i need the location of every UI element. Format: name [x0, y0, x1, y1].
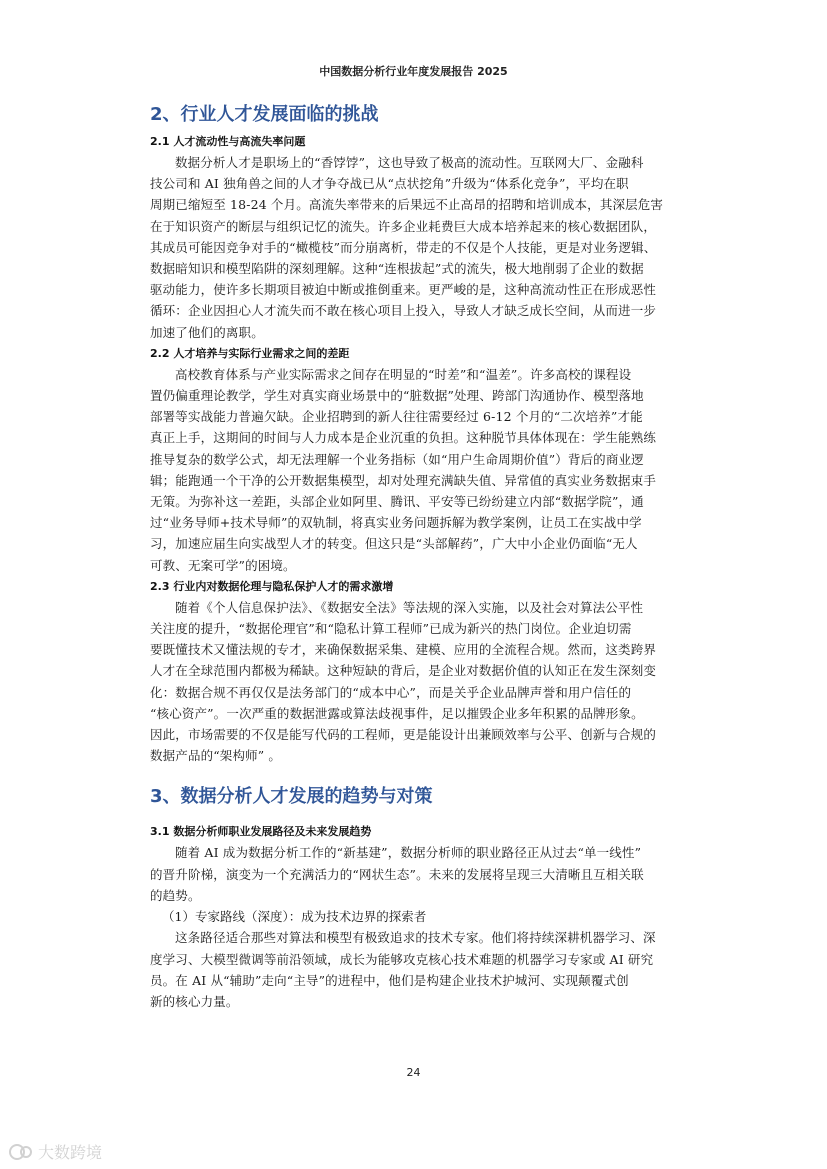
text-line: 无策。为弥补这一差距，头部企业如阿里、腾讯、平安等已纷纷建立内部“数据学院”，通 — [150, 494, 644, 510]
section-2-heading: 2、行业人才发展面临的挑战 — [150, 104, 379, 125]
text-line: 高校教育体系与产业实际需求之间存在明显的“时差”和“温差”。许多高校的课程设 — [175, 366, 632, 382]
expert-route-paragraph — [150, 927, 706, 1012]
subsection-2-3-heading: 2.3 行业内对数据伦理与隐私保护人才的需求激增 — [150, 579, 394, 593]
text-line: 其成员可能因竞争对手的“橄榄枝”而分崩离析，带走的不仅是个人技能，更是对业务逻辑、 — [150, 239, 657, 255]
text-line: 周期已缩短至 18-24 个月。高流失率带来的后果远不止高昂的招聘和培训成本，其深层危害 — [150, 197, 664, 213]
subsection-2-3-paragraph — [150, 597, 706, 767]
text-line: 数据产品的“架构师” 。 — [150, 748, 282, 764]
text-line: 驱动能力，使许多长期项目被迫中断或推倒重来。更严峻的是，这种高流动性正在形成恶性 — [150, 282, 657, 298]
text-line: 推导复杂的数学公式，却无法理解一个业务指标（如“用户生命周期价值”）背后的商业逻 — [150, 451, 644, 467]
subsection-2-1-heading: 2.1 人才流动性与高流失率问题 — [150, 135, 306, 148]
text-line: 员。在 AI 从“辅助”走向“主导”的进程中，他们是构建企业技术护城河、实现颠覆式创 — [150, 972, 629, 988]
text-line: 习，加速应届生向实战型人才的转变。但这只是“头部解药”，广大中小企业仍面临“无人 — [150, 536, 638, 552]
text-line: 新的核心力量。 — [150, 993, 239, 1009]
text-line: 化：数据合规不再仅仅是法务部门的“成本中心”，而是关乎企业品牌声誉和用户信任的 — [150, 684, 632, 700]
text-line: 的趋势。 — [150, 887, 201, 903]
report-body — [150, 98, 706, 1012]
text-line: 人才在全球范围内都极为稀缺。这种短缺的背后，是企业对数据价值的认知正在发生深刻变 — [150, 663, 657, 679]
text-line: 关注度的提升，“数据伦理官”和“隐私计算工程师”已成为新兴的热门岗位。企业迫切需 — [150, 621, 632, 637]
text-line: “核心资产”。一次严重的数据泄露或算法歧视事件，足以摧毁企业多年积累的品牌形象。 — [150, 705, 644, 721]
text-line: 循环：企业因担心人才流失而不敢在核心项目上投入，导致人才缺乏成长空间，从而进一步 — [150, 303, 657, 319]
text-line: 置仍偏重理论教学，学生对真实商业场景中的“脏数据”处理、跨部门沟通协作、模型落地 — [150, 388, 644, 404]
subsection-3-1-heading: 3.1 数据分析师职业发展路径及未来发展趋势 — [150, 825, 372, 839]
text-line: 数据暗知识和模型陷阱的深刻理解。这种“连根拔起”式的流失，极大地削弱了企业的数据 — [150, 261, 644, 277]
page-number: 24 — [406, 1066, 421, 1079]
text-line: 随着 AI 成为数据分析工作的“新基建”，数据分析师的职业路径正从过去“单一线性” — [175, 845, 642, 861]
text-line: 度学习、大模型微调等前沿领域，成长为能够攻克核心技术难题的机器学习专家或 AI 研究 — [150, 951, 654, 967]
subsection-2-1-paragraph — [150, 152, 706, 343]
watermark — [8, 1140, 102, 1163]
subsection-3-1-paragraph — [150, 842, 706, 906]
text-line: 过“业务导师+技术导师”的双轨制，将真实业务问题拆解为教学案例，让员工在实战中学 — [150, 515, 642, 531]
text-line: 的晋升阶梯，演变为一个充满活力的“网状生态”。未来的发展将呈现三大清晰且互相关联 — [150, 866, 644, 882]
text-line: 辑；能跑通一个干净的公开数据集模型，却对处理充满缺失值、异常值的真实业务数据束手 — [150, 472, 657, 488]
watermark-text: 大数跨境 — [38, 1143, 103, 1162]
text-line: 数据分析人才是职场上的“香饽饽”，这也导致了极高的流动性。互联网大厂、金融科 — [175, 155, 644, 170]
text-line: 因此，市场需要的不仅是能写代码的工程师，更是能设计出兼顾效率与公平、创新与合规的 — [150, 727, 657, 743]
text-line: 在于知识资产的断层与组织记忆的流失。许多企业耗费巨大成本培养起来的核心数据团队， — [150, 218, 657, 234]
brand-logo-icon — [8, 1143, 34, 1161]
subsection-2-2-heading: 2.2 人才培养与实际行业需求之间的差距 — [150, 346, 350, 360]
subsection-2-2-paragraph — [150, 364, 706, 576]
text-line: 加速了他们的离职。 — [150, 324, 264, 340]
text-line: 部署等实战能力普遍欠缺。企业招聘到的新人往往需要经过 6-12 个月的“二次培养”才能 — [150, 409, 643, 425]
text-line: 随着《个人信息保护法》、《数据安全法》等法规的深入实施，以及社会对算法公平性 — [175, 599, 644, 615]
list-item-expert-route: （1）专家路线（深度）：成为技术边界的探索者 — [162, 909, 427, 925]
text-line: 这条路径适合那些对算法和模型有极致追求的技术专家。他们将持续深耕机器学习、深 — [175, 930, 656, 946]
text-line: 技公司和 AI 独角兽之间的人才争夺战已从“点状挖角”升级为“体系化竞争”，平均在职 — [150, 176, 629, 192]
text-line: 可教、无案可学”的困境。 — [150, 557, 296, 573]
page-header: 中国数据分析行业年度发展报告 2025 — [319, 65, 508, 78]
section-3-heading: 3、数据分析人才发展的趋势与对策 — [150, 786, 433, 808]
text-line: 要既懂技术又懂法规的专才，来确保数据采集、建模、应用的全流程合规。然而，这类跨界 — [150, 642, 657, 658]
text-line: 真正上手，这期间的时间与人力成本是企业沉重的负担。这种脱节具体体现在：学生能熟练 — [150, 430, 657, 446]
